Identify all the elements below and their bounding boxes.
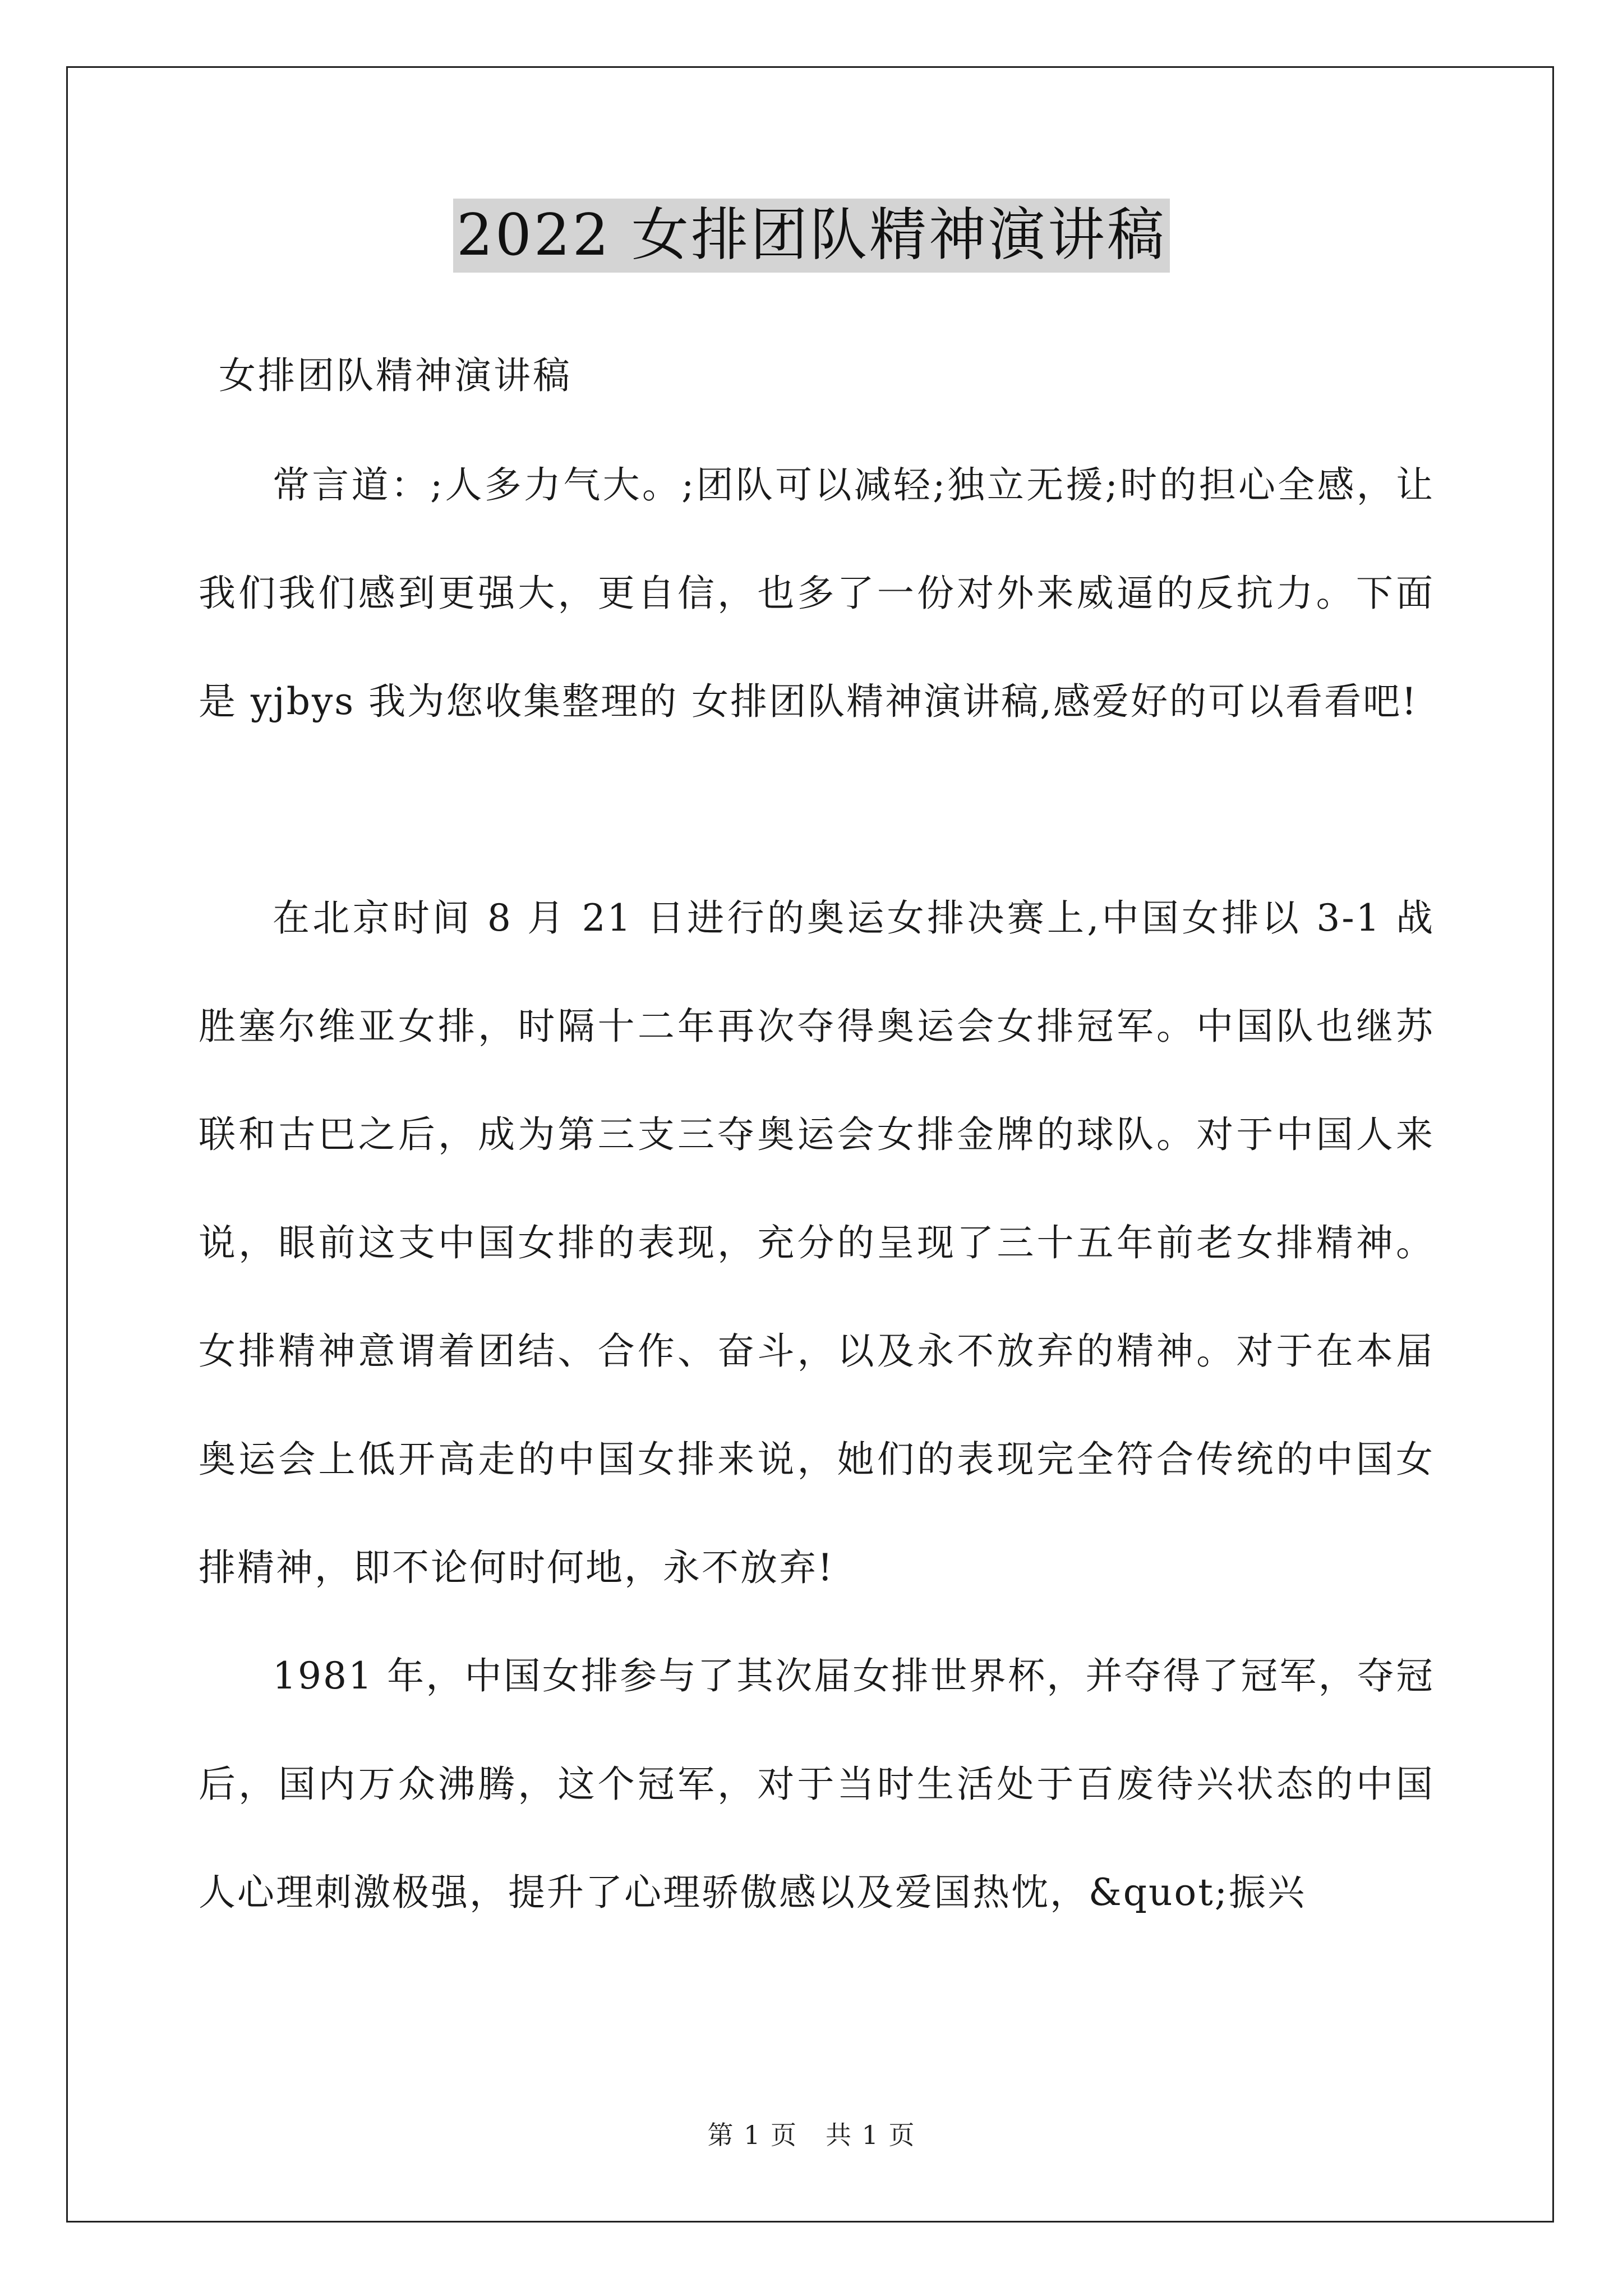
- document-body: [199, 348, 1435, 1947]
- document-title: 2022 女排团队精神演讲稿: [453, 199, 1170, 273]
- page-total: 共 1 页: [826, 2120, 916, 2150]
- page-number: 第 1 页: [707, 2120, 797, 2150]
- paragraph-beijing-final: 在北京时间 8 月 21 日进行的奥运女排决赛上,中国女排以 3-1 战胜塞尔维亚女排，时隔十二年再次夺得奥运会女排冠军。中国队也继苏联和古巴之后，成为第三支三夺奥运会女排金牌的球队。对于中国人来说，眼前这支中国女排的表现，充分的呈现了三十五年前老女排精神。女排精神意谓着团结、合作、奋斗，以及永不放弃的精神。对于在本届奥运会上低开高走的中国女排来说，她们的表现完全符合传统的中国女排精神，即不论何时何地，永不放弃!: [199, 896, 1435, 1589]
- paragraph-1981: 1981 年，中国女排参与了其次届女排世界杯，并夺得了冠军，夺冠后，国内万众沸腾，这个冠军，对于当时生活处于百废待兴状态的中国人心理刺激极强，提升了心理骄傲感以及爱国热忱，&quot;振兴: [199, 1654, 1435, 1914]
- document-subtitle: 女排团队精神演讲稿: [219, 354, 572, 397]
- title-container: [0, 199, 1623, 273]
- page-footer: [0, 2118, 1623, 2152]
- paragraph-intro: 常言道：;人多力气大。;团队可以减轻;独立无援;时的担心全感，让我们我们感到更强大，更自信，也多了一份对外来威逼的反抗力。下面是 yjbys 我为您收集整理的 女排团队精神演讲稿,感爱好的可以看看吧!: [199, 463, 1435, 723]
